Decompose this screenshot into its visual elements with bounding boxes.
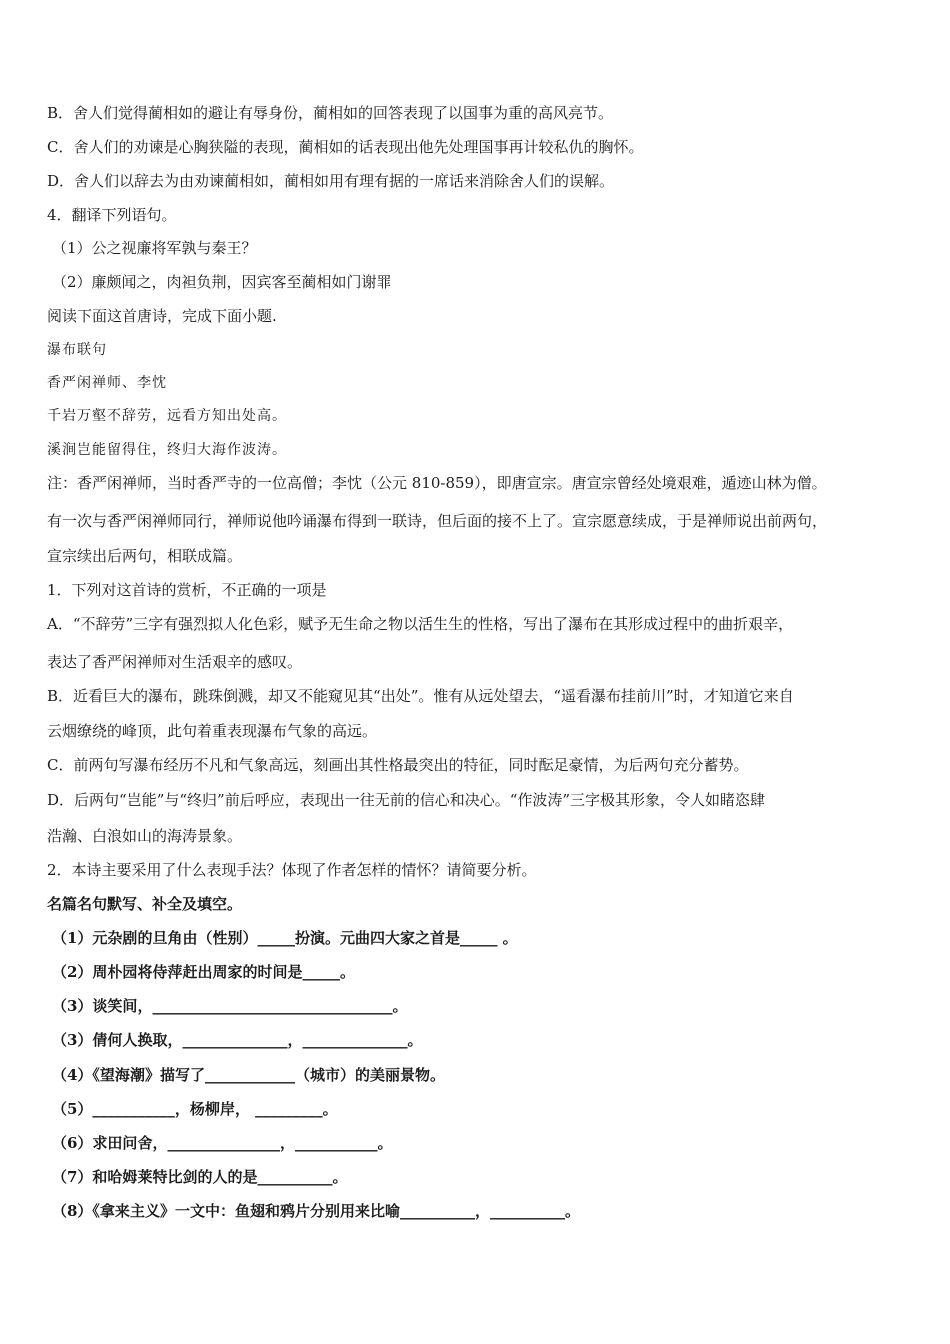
dictation-item-6: （6）求田问舍，_______________，___________。 <box>52 1134 393 1152</box>
dictation-item-1: （1）元杂剧的旦角由（性别）_____扮演。元曲四大家之首是_____ 。 <box>52 929 518 947</box>
poem-option-d-line-2: 浩瀚、白浪如山的海涛景象。 <box>47 827 243 845</box>
option-b-text: B．舍人们觉得蔺相如的避让有辱身份，蔺相如的回答表现了以国事为重的高风亮节。 <box>47 104 614 122</box>
dictation-item-3a: （3）谈笑间，________________________________。 <box>52 997 408 1015</box>
poem-option-b-line-1: B．近看巨大的瀑布，跳珠倒溅，却又不能窥见其“出处”。惟有从远处望去，“遥看瀑布挂前川”时，才知道它来自 <box>47 687 794 705</box>
option-d-text: D．舍人们以辞去为由劝谏蔺相如，蔺相如用有理有据的一席话来消除舍人们的误解。 <box>47 172 615 190</box>
dictation-item-8: （8）《拿来主义》一文中：鱼翅和鸦片分别用来比喻__________，__________。 <box>52 1202 580 1220</box>
translate-sentence-2: （2）廉颇闻之，肉袒负荆，因宾客至蔺相如门谢罪 <box>52 273 392 291</box>
poem-note-2: 有一次与香严闲禅师同行，禅师说他吟诵瀑布得到一联诗，但后面的接不上了。宣宗愿意续成，于是禅师说出前两句， <box>47 512 828 530</box>
question-1-heading: 1．下列对这首诗的赏析，不正确的一项是 <box>47 581 327 599</box>
poem-title: 瀑布联句 <box>47 342 107 358</box>
translate-sentence-1: （1）公之视廉将军孰与秦王？ <box>52 239 257 257</box>
poem-option-a-line-1: A．“不辞劳”三字有强烈拟人化色彩，赋予无生命之物以活生生的性格，写出了瀑布在其形成过程中的曲折艰辛， <box>47 615 794 633</box>
option-c-text: C．舍人们的劝谏是心胸狭隘的表现，蔺相如的话表现出他先处理国事再计较私仇的胸怀。 <box>47 138 644 156</box>
poem-note-3: 宣宗续出后两句，相联成篇。 <box>47 547 243 565</box>
poem-option-d-line-1: D．后两句“岂能”与“终归”前后呼应，表现出一往无前的信心和决心。“作波涛”三字极其形象，令人如睹恣肆 <box>47 791 766 809</box>
poem-line-2: 溪涧岂能留得住，终归大海作波涛。 <box>47 442 287 458</box>
dictation-heading: 名篇名句默写、补全及填空。 <box>47 895 243 913</box>
question-4-heading: 4．翻译下列语句。 <box>47 206 177 224</box>
poem-option-a-line-2: 表达了香严闲禅师对生活艰辛的感叹。 <box>47 653 303 671</box>
dictation-item-5: （5）___________，杨柳岸， _________。 <box>52 1100 338 1118</box>
poem-option-c-text: C．前两句写瀑布经历不凡和气象高远，刻画出其性格最突出的特征，同时酝足豪情，为后两句充分蓄势。 <box>47 756 749 774</box>
poem-line-1: 千岩万壑不辞劳，远看方知出处高。 <box>47 408 287 424</box>
poem-authors: 香严闲禅师、李忱 <box>47 375 167 391</box>
poem-note-1: 注：香严闲禅师，当时香严寺的一位高僧；李忱（公元 810-859），即唐宣宗。唐宣宗曾经处境艰难，遁迹山林为僧。 <box>47 474 827 492</box>
dictation-item-7: （7）和哈姆莱特比剑的人的是__________。 <box>52 1168 348 1186</box>
dictation-item-2: （2）周朴园将侍萍赶出周家的时间是_____。 <box>52 963 355 981</box>
question-2-heading: 2．本诗主要采用了什么表现手法？体现了作者怎样的情怀？请简要分析。 <box>47 861 537 879</box>
dictation-item-3b: （3）倩何人换取，______________，______________。 <box>52 1031 423 1049</box>
reading-instruction: 阅读下面这首唐诗，完成下面小题. <box>47 307 277 325</box>
dictation-item-4: （4）《望海潮》描写了____________（城市）的美丽景物。 <box>52 1066 445 1084</box>
poem-option-b-line-2: 云烟缭绕的峰顶，此句着重表现瀑布气象的高远。 <box>47 722 378 740</box>
